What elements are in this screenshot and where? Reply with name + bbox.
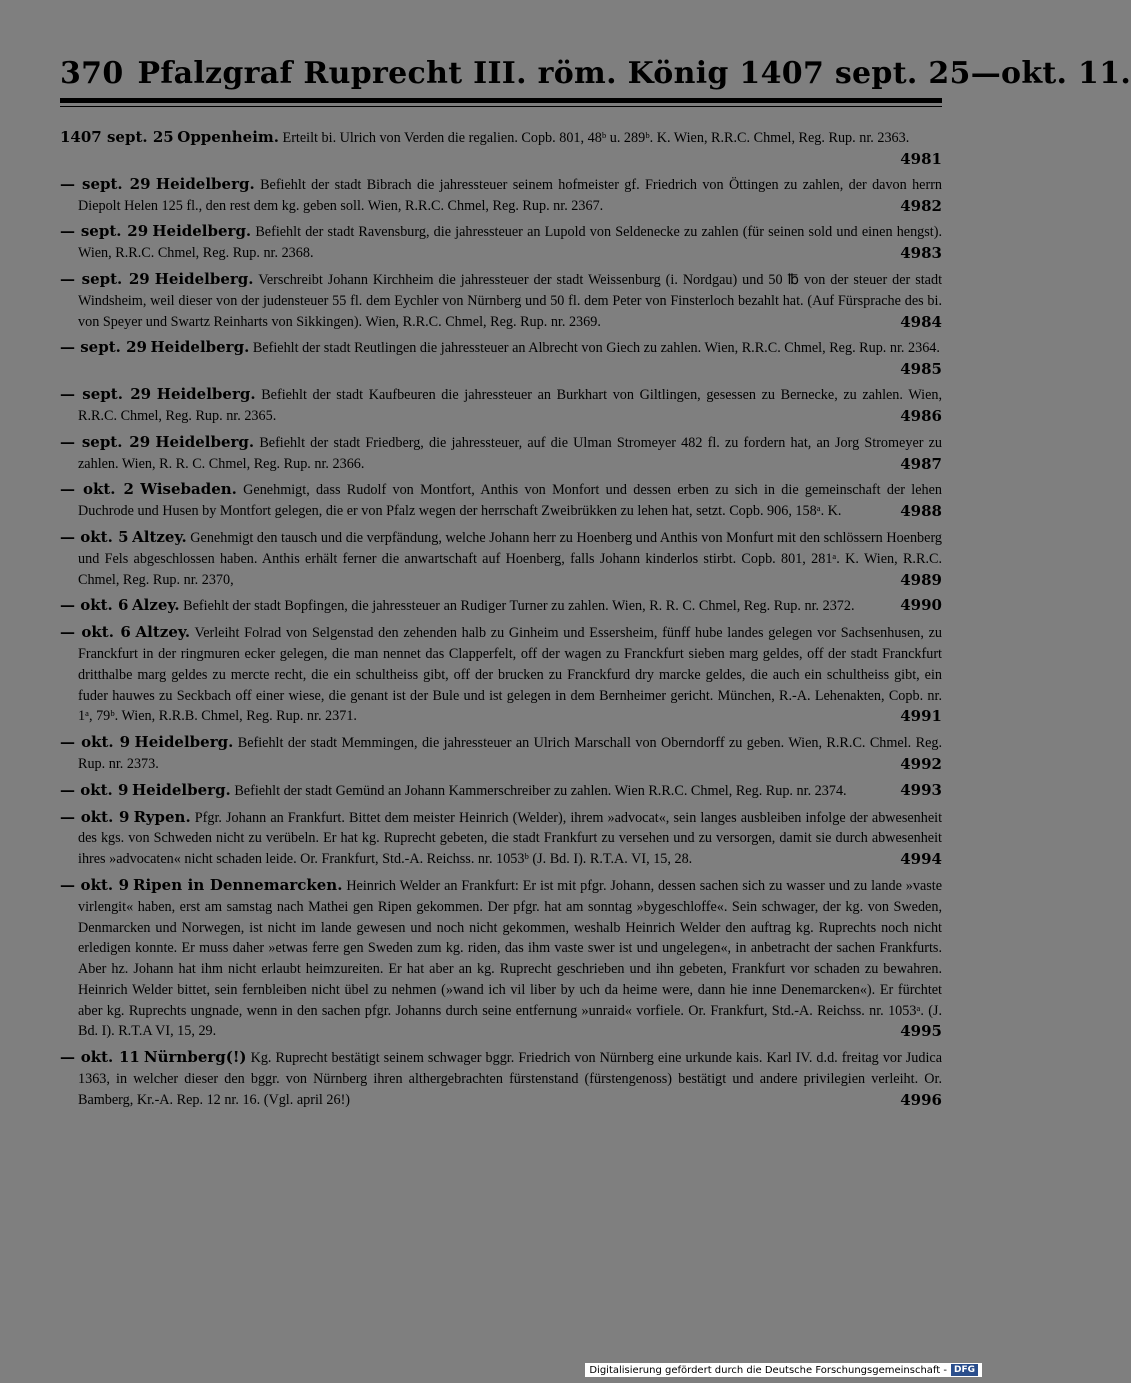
entry-summary: Befiehlt der stadt Friedberg, die jahressteuer, auf die Ulman Stromeyer 482 fl. zu fordern hat, an Jorg Stromeyer zu zahlen. Wien, R. R. C. Chmel, Reg. Rup. nr. 2366. xyxy=(78,434,943,472)
entry-summary: Befiehlt der stadt Bopfingen, die jahressteuer an Rudiger Turner zu zahlen. Wien, R. R. C. Chmel, Reg. Rup. nr. 2372. xyxy=(183,598,855,615)
entry-date: — okt. 9 xyxy=(60,875,130,894)
list-item xyxy=(60,127,942,169)
entry-number: 4988 xyxy=(900,502,942,521)
entry-date: — okt. 9 xyxy=(60,807,130,826)
entry-date: 1407 sept. 25 xyxy=(60,128,174,146)
entries-list xyxy=(60,127,942,1116)
entry-place: Heidelberg. xyxy=(156,385,256,404)
list-item xyxy=(60,174,942,217)
entry-number: 4994 xyxy=(900,850,942,869)
entry-date: — okt. 5 xyxy=(60,527,129,546)
entry-number: 4992 xyxy=(900,754,942,773)
entry-text-block xyxy=(60,595,942,617)
entry-summary: Verleiht Folrad von Selgenstad den zehenden halb zu Ginheim und Essersheim, fünff hube landes gelegen vor Sachsenhusen, zu Franckfurt in der ringmuren ecker gelegen, die man nennet das Clapperfelt, off der wagen zu Franckfurt sieben marg geldes, off der stadt Franckfurt dritthalbe marg geldes zu mercte recht, die ein schultheiss gibt, off der brucken zu Franckfurd dry marcke geldes, die auch ein schultheiss gibt, ein fuder hauwes zu Seckbach off einer wiese, die genant ist der Bule und ist gelegen in dem Bernheimer gericht. München, R.-A. Lehenakten, Copb. nr. 1ᵃ, 79ᵇ. Wien, R.R.B. Chmel, Reg. Rup. nr. 2371. xyxy=(78,625,942,725)
header-rule-thick xyxy=(60,98,942,103)
list-item xyxy=(60,732,942,775)
entry-date: — okt. 11 xyxy=(60,1048,140,1067)
entry-place: Rypen. xyxy=(133,807,191,826)
entry-number: 4986 xyxy=(900,406,942,425)
list-item xyxy=(60,384,942,427)
entry-number: 4985 xyxy=(900,360,942,379)
list-item xyxy=(60,527,942,590)
entry-place: Heidelberg. xyxy=(134,733,234,752)
entry-summary: Befiehlt der stadt Memmingen, die jahressteuer an Ulrich Marschall von Oberndorff zu geben. Wien, R.R.C. Chmel. Reg. Rup. nr. 2373. xyxy=(78,735,943,772)
entry-number: 4993 xyxy=(900,780,942,799)
entry-text-block xyxy=(60,269,942,332)
entry-summary: Befiehlt der stadt Gemünd an Johann Kammerschreiber zu zahlen. Wien R.R.C. Chmel, Reg. Rup. nr. 2374. xyxy=(234,782,847,799)
entry-place: Heidelberg. xyxy=(152,222,252,241)
entry-summary: Heinrich Welder an Frankfurt: Er ist mit pfgr. Johann, dessen sachen sich zu wasser und zu lande »vaste virlengit« haben, erst am samstag nach Mathei gen Ripen gekommen. Der pfgr. hat am sonntag »bygeschloffe«. Sein schwager, der kg. von Sweden, Denmarcken und Norwegen, ist nicht im lande gewesen und noch nicht gekommen, weshalb Heinrich Welder den auftrag kg. Ruprechts noch nicht erledigen konnte. Er muss daher »etwas ferre gen Sweden zum kg. riden, das ihm vaste swer ist und ungelegen«, in anbetracht der sachen Frankfurts. Aber hz. Johann hat ihm nicht erlaubt heimzureiten. Er hat aber an kg. Ruprecht geschrieben und ihn gebeten, Frankfurt vor schaden zu bewahren. Heinrich Welder bittet, sein fernbleiben nicht übel zu nehmen (»wand ich vil liber by uch da heime were, dann hie inne Denemarcken«). Er fürchtet aber kg. Ruprechts ungnade, wenn in den sachen pfgr. Johanns durch seine entfernung »unraid« vorfiele. Or. Frankfurt, Std.-A. Reichss. nr. 1053ᵃ. (J. Bd. I). R.T.A VI, 15, 29. xyxy=(78,877,943,1040)
entry-number: 4983 xyxy=(900,244,942,263)
header-rule-thin xyxy=(60,106,942,107)
entry-date: — sept. 29 xyxy=(60,269,150,288)
entry-number: 4981 xyxy=(900,149,942,168)
list-item xyxy=(60,807,942,870)
entry-text-block xyxy=(60,127,942,168)
page-title: Pfalzgraf Ruprecht III. röm. König 1407 sept. 25—okt. 11. xyxy=(137,56,1131,91)
list-item xyxy=(60,432,942,475)
list-item xyxy=(60,269,942,332)
entry-text-block xyxy=(60,807,942,870)
list-item xyxy=(60,479,942,522)
footer-credit xyxy=(585,1363,982,1377)
entry-number: 4989 xyxy=(900,570,942,589)
footer-text: Digitalisierung gefördert durch die Deutsche Forschungsgemeinschaft - xyxy=(589,1364,947,1376)
entry-text-block xyxy=(60,732,942,775)
list-item xyxy=(60,780,942,802)
entry-summary: Erteilt bi. Ulrich von Verden die regalien. Copb. 801, 48ᵇ u. 289ᵇ. K. Wien, R.R.C. Chmel, Reg. Rup. nr. 2363. xyxy=(282,130,910,146)
entry-place: Altzey. xyxy=(132,527,187,546)
entry-summary: Genehmigt den tausch und die verpfändung, welche Johann herr zu Hoenberg und Anthis von Monfurt mit den schlössern Hoenberg und Fels abgeschlossen haben. Anthis erhält ferner die anwartschaft auf Hoenberg, falls Johann kinderlos stirbt. Copb. 801, 281ᵃ. K. Wien, R.R.C. Chmel, Reg. Rup. nr. 2370, xyxy=(78,529,943,588)
entry-date: — okt. 9 xyxy=(60,780,129,799)
entry-text-block xyxy=(60,875,942,1042)
entry-text-block xyxy=(60,780,942,802)
entry-place: Heidelberg. xyxy=(155,432,255,451)
entry-summary: Befiehlt der stadt Ravensburg, die jahressteuer an Lupold von Seldenecke zu zahlen (für seinen sold und einen hengst). Wien, R.R.C. Chmel, Reg. Rup. nr. 2368. xyxy=(78,224,943,262)
entry-place: Oppenheim. xyxy=(177,128,279,146)
entry-number: 4984 xyxy=(900,312,942,331)
entry-date: — sept. 29 xyxy=(60,222,149,241)
entry-place: Heidelberg. xyxy=(154,269,254,288)
entry-date: — sept. 29 xyxy=(60,174,151,193)
entry-summary: Pfgr. Johann an Frankfurt. Bittet dem meister Heinrich (Welder), ihrem »advocat«, sein langes ausbleiben infolge der abwesenheit des kgs. von Schweden nicht zu verübeln. Er hat kg. Ruprecht gebeten, die stadt Frankfurt zu versehen und zu versorgen, damit sie durch abwesenheit ihres »advocaten« nicht schaden leide. Or. Frankfurt, Std.-A. Reichss. nr. 1053ᵇ (J. Bd. I). R.T.A. VI, 15, 28. xyxy=(78,809,943,868)
entry-text-block xyxy=(60,432,942,475)
entry-number: 4987 xyxy=(900,454,942,473)
entry-place: Wisebaden. xyxy=(140,480,237,499)
entry-date: — sept. 29 xyxy=(60,338,147,357)
entry-date: — okt. 6 xyxy=(60,623,131,642)
entry-number: 4991 xyxy=(900,707,942,726)
entry-number: 4990 xyxy=(900,596,942,615)
entry-date: — okt. 9 xyxy=(60,733,131,752)
entry-place: Heidelberg. xyxy=(131,780,231,799)
entry-summary: Kg. Ruprecht bestätigt seinem schwager bggr. Friedrich von Nürnberg eine urkunde kais. Karl IV. d.d. freitag vor Judica 1363, in welcher dieser den bggr. von Nürnberg ihren althergebrachten fürstenstand (fürstengenoss) bestätigt und andere privilegien verleiht. Or. Bamberg, Kr.-A. Rep. 12 nr. 16. (Vgl. april 26!) xyxy=(78,1050,943,1108)
entry-text-block xyxy=(60,1047,942,1110)
entry-date: — sept. 29 xyxy=(60,432,151,451)
entry-text-block xyxy=(60,174,942,217)
entry-date: — okt. 6 xyxy=(60,596,129,615)
page-number: 370 xyxy=(60,56,124,91)
entry-place: Heidelberg. xyxy=(155,174,255,193)
entry-summary: Genehmigt, dass Rudolf von Montfort, Anthis von Monfort und dessen erben zu sich in die gemeinschaft der lehen Duchrode und Husen by Montfort gelegen, die er von Pfalz wegen der herrschaft Zweibrükken zu lehen hat, setzt. Copb. 906, 158ᵃ. K. xyxy=(78,482,943,520)
entry-text-block xyxy=(60,384,942,427)
entry-number: 4982 xyxy=(900,196,942,215)
entry-place: Nürnberg(!) xyxy=(143,1048,247,1067)
entry-text-block xyxy=(60,527,942,590)
list-item xyxy=(60,622,942,727)
entry-summary: Verschreibt Johann Kirchheim die jahressteuer der stadt Weissenburg (i. Nordgau) und 50 ℔ von der steuer der stadt Windsheim, weil dieser von der judensteuer 55 fl. dem Eychler von Nürnberg und 50 fl. dem Peter von Finsterloch bezahlt hat. (Auf Fürsprache des bi. von Speyer und Swartz Reinharts von Sikkingen). Wien, R.R.C. Chmel, Reg. Rup. nr. 2369. xyxy=(78,271,943,330)
entry-place: Heidelberg. xyxy=(150,338,250,357)
page-header xyxy=(60,56,1131,92)
entry-summary: Befiehlt der stadt Kaufbeuren die jahressteuer an Burkhart von Giltlingen, gesessen zu Bernecke, zu zahlen. Wien, R.R.C. Chmel, Reg. Rup. nr. 2365. xyxy=(78,387,943,424)
entry-place: Altzey. xyxy=(135,623,191,642)
entry-text-block xyxy=(60,622,942,727)
entry-summary: Befiehlt der stadt Bibrach die jahressteuer seinem hofmeister gf. Friedrich von Öttingen zu zahlen, der davon herrn Diepolt Helen 125 fl., den rest dem kg. geben soll. Wien, R.R.C. Chmel, Reg. Rup. nr. 2367. xyxy=(78,176,943,214)
entry-number: 4996 xyxy=(900,1090,942,1109)
list-item xyxy=(60,221,942,264)
entry-text-block xyxy=(60,221,942,264)
entry-number: 4995 xyxy=(900,1022,942,1041)
entry-place: Alzey. xyxy=(131,596,180,615)
entry-place: Ripen in Dennemarcken. xyxy=(133,875,343,894)
entry-text-block xyxy=(60,337,942,379)
entry-date: — sept. 29 xyxy=(60,385,152,404)
entry-summary: Befiehlt der stadt Reutlingen die jahressteuer an Albrecht von Giech zu zahlen. Wien, R.R.C. Chmel, Reg. Rup. nr. 2364. xyxy=(252,340,940,357)
dfg-logo-icon: DFG xyxy=(951,1364,978,1376)
entry-text-block xyxy=(60,479,942,522)
list-item xyxy=(60,1047,942,1110)
list-item xyxy=(60,337,942,379)
list-item xyxy=(60,875,942,1042)
list-item xyxy=(60,595,942,617)
entry-date: — okt. 2 xyxy=(60,480,134,499)
